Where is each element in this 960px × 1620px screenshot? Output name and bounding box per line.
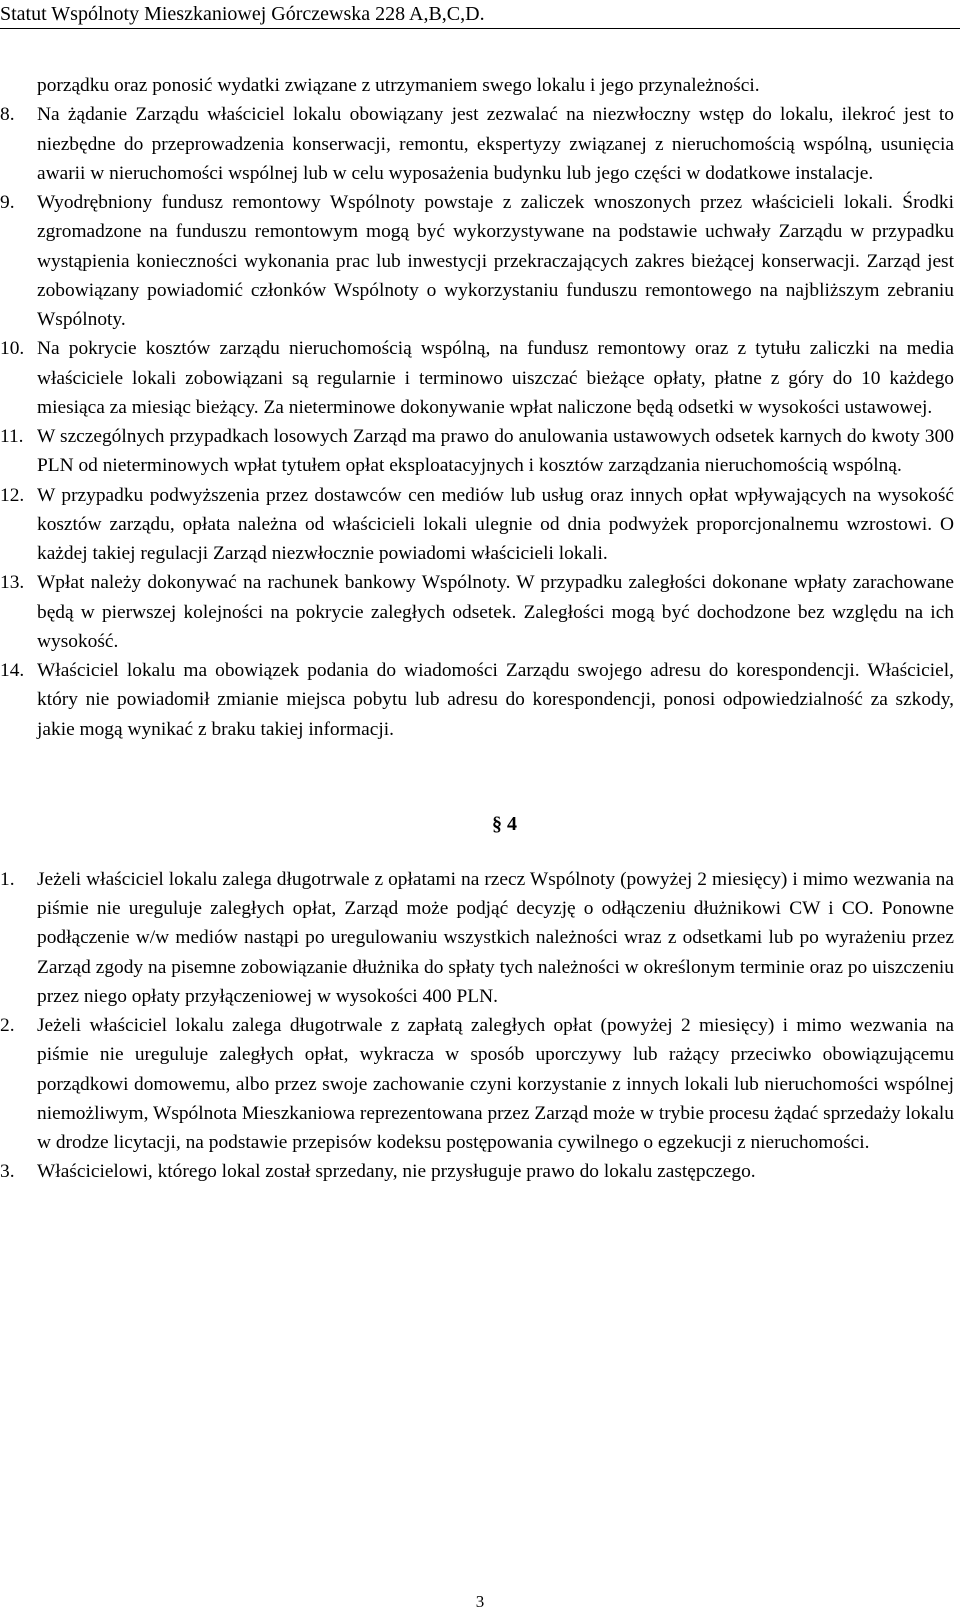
section4-item-1 <box>0 865 954 1011</box>
section4-item-2 <box>0 1011 954 1157</box>
item-number: 11. <box>0 426 24 447</box>
item-number: 9. <box>0 192 15 213</box>
item-number: 1. <box>0 868 15 890</box>
document-header: Statut Wspólnoty Mieszkaniowej Górczewska 228 A,B,C,D. <box>0 3 485 25</box>
continuation-paragraph <box>37 71 954 100</box>
item-text: Wyodrębniony fundusz remontowy Wspólnoty powstaje z zaliczek wnoszonych przez właścicieli lokali. Środki zgromadzone na funduszu remontowym mogą być wykorzystywane na podstawie uchwały Zarządu w przypadku wystąpienia konieczności wykonania prac lub inwestycji przekraczających zakres bieżącej konserwacji. Zarząd jest zobowiązany powiadomić członków Wspólnoty o wykorzystaniu funduszu remontowego na najbliższym zebraniu Wspólnoty. <box>37 192 954 330</box>
item-text: Na żądanie Zarządu właściciel lokalu obowiązany jest zezwalać na niezwłoczny wstęp do lokalu, ilekroć jest to niezbędne do przeprowadzenia konserwacji, remontu, ekspertyzy związanej z nieruchomością wspólną, usunięcia awarii w nieruchomości wspólnej lub w celu wyposażenia budynku lub jego części w dodatkowe instalacje. <box>37 104 954 184</box>
list-item-11 <box>0 422 954 481</box>
item-number: 13. <box>0 572 25 594</box>
item-number: 14. <box>0 660 25 681</box>
section4-item-3 <box>0 1157 954 1186</box>
item-text: W przypadku podwyższenia przez dostawców cen mediów lub usług oraz innych opłat wpływających na wysokość kosztów zarządu, opłata należna od właścicieli lokali ulegnie od dnia podwyżek proporcjonalnemu wzrostowi. O każdej takiej regulacji Zarząd niezwłocznie powiadomi właścicieli lokali. <box>37 484 954 564</box>
document-body <box>0 71 954 1187</box>
item-text: Wpłat należy dokonywać na rachunek bankowy Wspólnoty. W przypadku zaległości dokonane wpłaty zarachowane będą w pierwszej kolejności na pokrycie zaległych odsetek. Zaległości mogą być dochodzone bez względu na ich wysokość. <box>37 572 954 652</box>
list-item-10 <box>0 334 954 422</box>
item-text: Jeżeli właściciel lokalu zalega długotrwale z opłatami na rzecz Wspólnoty (powyżej 2 miesięcy) i mimo wezwania na piśmie nie ureguluje zaległych opłat, Zarząd może podjąć decyzję o odłączeniu dłużnikowi CW i CO. Ponowne podłączenie w/w mediów nastąpi po uregulowaniu wszystkich należności wraz z odsetkami lub po wyrażeniu przez Zarząd zgody na pisemne zobowiązanie dłużnika do spłaty tych należności w określonym terminie oraz po uiszczeniu przez niego opłaty przyłączeniowej w wysokości 400 PLN. <box>37 868 954 1007</box>
paragraph-text: porządku oraz ponosić wydatki związane z utrzymaniem swego lokalu i jego przynależności. <box>37 75 760 96</box>
item-number: 12. <box>0 484 25 506</box>
page-number: 3 <box>475 1592 485 1611</box>
list-item-13 <box>0 568 954 656</box>
section-heading: § 4 <box>492 812 517 835</box>
item-text: Jeżeli właściciel lokalu zalega długotrwale z zapłatą zaległych opłat (powyżej 2 miesięcy) i mimo wezwania na piśmie nie ureguluje zaległych opłat, wykracza w sposób uporczywy lub rażący przeciwko obowiązującemu porządkowi domowemu, albo przez swoje zachowanie czyni korzystanie z innych lokali lub nieruchomości wspólnej niemożliwym, Wspólnota Mieszkaniowa reprezentowana przez Zarząd może w trybie procesu żądać sprzedaży lokalu w drodze licytacji, na podstawie przepisów kodeksu postępowania cywilnego o egzekucji z nieruchomości. <box>37 1015 954 1153</box>
list-item-9 <box>0 188 954 334</box>
item-number: 3. <box>0 1161 15 1183</box>
item-text: Na pokrycie kosztów zarządu nieruchomością wspólną, na fundusz remontowy oraz z tytułu zaliczki na media właściciele lokali zobowiązani są regularnie i terminowo uiszczać bieżące opłaty, płatne z góry do 10 każdego miesiąca za miesiąc bieżący. Za nieterminowe dokonywanie wpłat naliczone będą odsetki w wysokości ustawowej. <box>37 338 954 418</box>
list-item-14 <box>0 656 954 744</box>
list-item-8 <box>0 100 954 188</box>
list-item-12 <box>0 481 954 569</box>
item-number: 2. <box>0 1015 15 1036</box>
item-number: 10. <box>0 338 25 360</box>
item-number: 8. <box>0 104 15 126</box>
header-divider <box>0 28 960 29</box>
item-text: W szczególnych przypadkach losowych Zarząd ma prawo do anulowania ustawowych odsetek karnych do kwoty 300 PLN od nieterminowych wpłat tytułem opłat eksploatacyjnych i kosztów zarządzania nieruchomością wspólną. <box>37 426 954 477</box>
item-text: Właścicielowi, którego lokal został sprzedany, nie przysługuje prawo do lokalu zastępczego. <box>37 1161 756 1183</box>
item-text: Właściciel lokalu ma obowiązek podania do wiadomości Zarządu swojego adresu do korespondencji. Właściciel, który nie powiadomił zmianie miejsca pobytu lub adresu do korespondencji, ponosi odpowiedzialność za szkody, jakie mogą wynikać z braku takiej informacji. <box>37 660 954 740</box>
